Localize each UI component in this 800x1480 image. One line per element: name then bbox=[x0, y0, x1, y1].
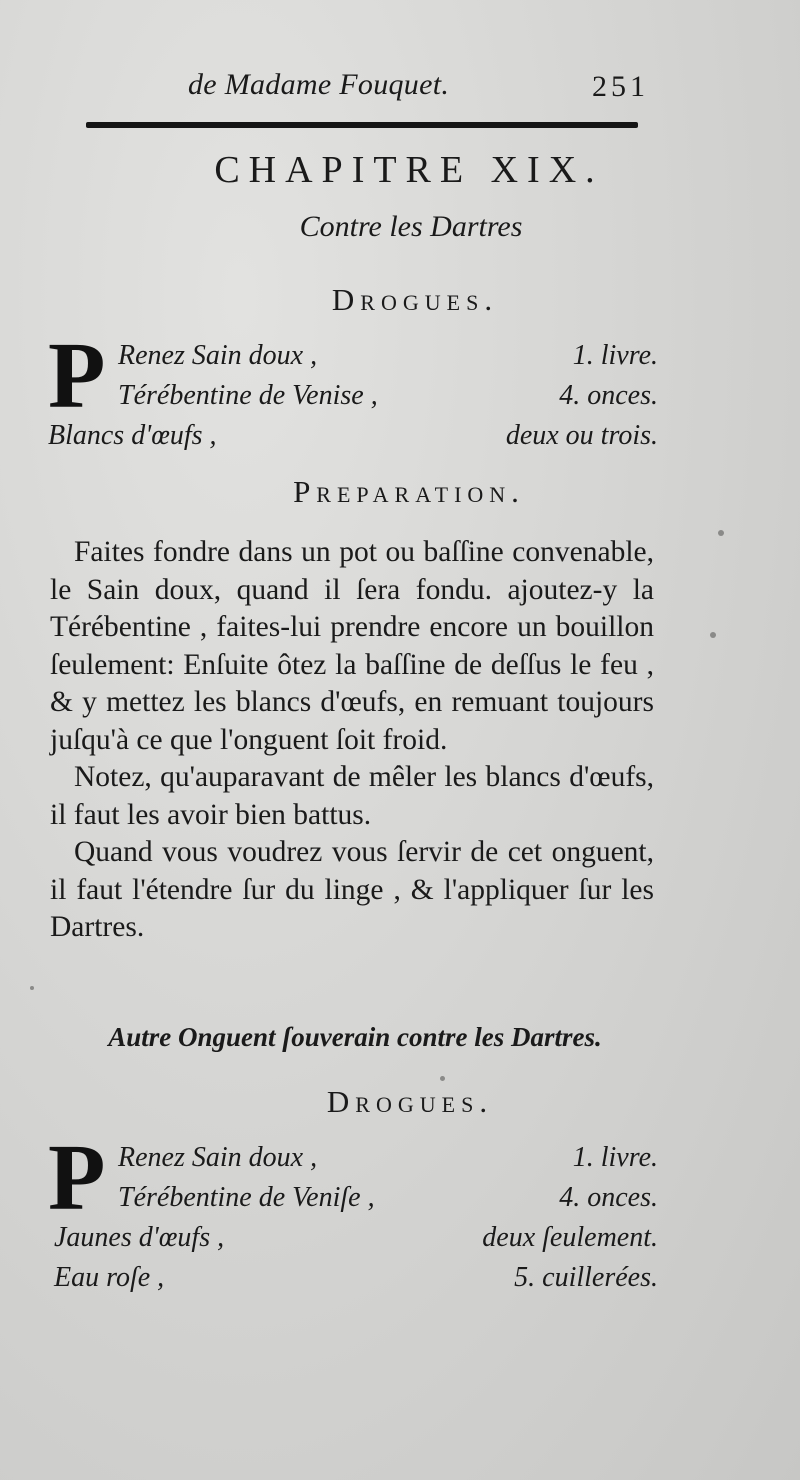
preparation-heading: Preparation. bbox=[293, 474, 525, 509]
ingredient-row bbox=[48, 420, 658, 460]
ingredient-quantity: 1. livre. bbox=[572, 340, 658, 371]
ingredient-name: Térébentine de Veniſe , bbox=[118, 1182, 375, 1213]
ingredient-quantity: 4. onces. bbox=[559, 1182, 658, 1213]
paragraph: Quand vous voudrez vous ſervir de cet onguent, il faut l'étendre ſur du linge , & l'appliquer ſur les Dartres. bbox=[50, 836, 654, 943]
ingredient-row bbox=[48, 380, 658, 420]
ingredient-row bbox=[48, 1182, 658, 1222]
paper-speck bbox=[30, 986, 34, 990]
ingredient-name: Renez Sain doux , bbox=[118, 340, 318, 371]
chapter-heading: CHAPITRE XIX. bbox=[214, 149, 604, 191]
ingredient-name: Térébentine de Venise , bbox=[118, 380, 378, 411]
drugs-heading-2: Drogues. bbox=[326, 1084, 494, 1119]
drop-cap-2: P bbox=[48, 1126, 106, 1230]
ingredient-quantity: 1. livre. bbox=[572, 1142, 658, 1173]
ingredient-name: Jaunes d'œufs , bbox=[54, 1222, 225, 1253]
ingredient-quantity: 5. cuillerées. bbox=[514, 1262, 658, 1293]
drop-cap-1: P bbox=[48, 324, 106, 428]
paper-speck bbox=[718, 530, 724, 536]
paper-speck bbox=[440, 1076, 445, 1081]
page-number: 251 bbox=[592, 70, 649, 103]
drugs-heading-1: Drogues. bbox=[331, 282, 499, 317]
ingredient-row bbox=[48, 1262, 658, 1302]
ingredient-list-2 bbox=[48, 1126, 658, 1302]
ingredient-quantity: deux ou trois. bbox=[505, 420, 658, 451]
paragraph: Faites fondre dans un pot ou baſſine convenable, le Sain doux, quand il ſera fondu. ajoutez-y la Térébentine , faites-lui prendre encore un bouillon ſeulement: Enſuite ôtez la baſſine de deſſus le feu , & y mettez les blancs d'œufs, en remuant toujours juſqu'à ce que l'onguent ſoit froid. bbox=[50, 536, 654, 756]
running-head bbox=[0, 68, 800, 112]
ingredient-row bbox=[48, 1142, 658, 1182]
ingredient-name: Eau roſe , bbox=[54, 1262, 165, 1293]
paragraph: Notez, qu'auparavant de mêler les blancs d'œufs, il faut les avoir bien battus. bbox=[50, 761, 654, 831]
ingredient-name: Renez Sain doux , bbox=[118, 1142, 318, 1173]
ingredient-list-1 bbox=[48, 324, 658, 460]
ingredient-row bbox=[48, 340, 658, 380]
section-title: Autre Onguent ſouverain contre les Dartres. bbox=[108, 1022, 602, 1052]
ingredient-quantity: deux ſeulement. bbox=[482, 1222, 658, 1253]
ingredient-name: Blancs d'œufs , bbox=[48, 420, 217, 451]
paper-speck bbox=[710, 632, 716, 638]
ingredient-quantity: 4. onces. bbox=[559, 380, 658, 411]
chapter-subtitle: Contre les Dartres bbox=[299, 210, 523, 243]
ingredient-row bbox=[48, 1222, 658, 1262]
header-rule bbox=[86, 122, 638, 128]
preparation-text bbox=[50, 534, 654, 947]
running-title: de Madame Fouquet. bbox=[188, 68, 450, 101]
